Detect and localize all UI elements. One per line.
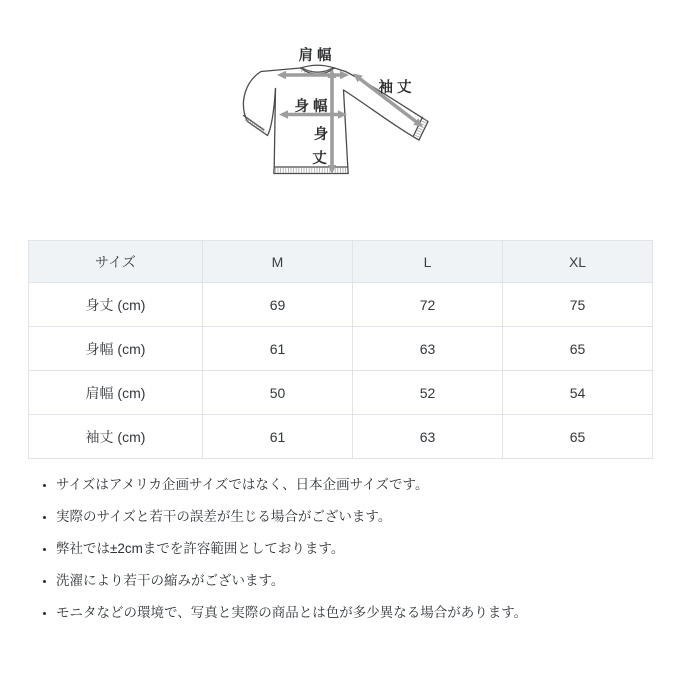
measurement-value-cell: 65 [503, 415, 653, 459]
note-item: • 実際のサイズと若干の誤差が生じる場合がございます。 [56, 508, 650, 526]
table-row-sleeve-length [29, 415, 653, 459]
measurement-value-cell: 72 [353, 283, 503, 327]
measurement-value-cell: 50 [203, 371, 353, 415]
table-row-body-width [29, 327, 653, 371]
measurement-value-cell: 75 [503, 283, 653, 327]
size-xl-header: XL [503, 241, 653, 283]
sleeve-length-label: 袖丈 [378, 80, 416, 96]
garment-measurement-diagram [222, 33, 472, 198]
note-item: • 洗濯により若干の縮みがございます。 [56, 572, 650, 590]
body-length-arrow [328, 69, 337, 174]
measurement-value-cell: 63 [353, 415, 503, 459]
measurement-label-cell: 身幅 (cm) [29, 327, 203, 371]
note-item: • 弊社では±2cmまでを許容範囲としております。 [56, 540, 650, 558]
size-m-header: M [203, 241, 353, 283]
size-notes-list [38, 476, 650, 622]
measurement-value-cell: 69 [203, 283, 353, 327]
note-item: • サイズはアメリカ企画サイズではなく、日本企画サイズです。 [56, 476, 650, 494]
body-length-label-char1: 身 [313, 127, 329, 143]
measurement-label-cell: 袖丈 (cm) [29, 415, 203, 459]
note-item: • モニタなどの環境で、写真と実際の商品とは色が多少異なる場合があります。 [56, 604, 650, 622]
table-row-shoulder-width [29, 371, 653, 415]
measurement-value-cell: 61 [203, 415, 353, 459]
measurement-value-cell: 54 [503, 371, 653, 415]
measurement-value-cell: 61 [203, 327, 353, 371]
body-width-label: 身幅 [294, 99, 332, 115]
body-length-label-char2: 丈 [312, 151, 327, 167]
measurement-label-cell: 身丈 (cm) [29, 283, 203, 327]
size-table-header-row [29, 241, 653, 283]
size-notes-section [38, 476, 650, 636]
measurement-label-cell: 肩幅 (cm) [29, 371, 203, 415]
size-l-header: L [353, 241, 503, 283]
shirt-diagram-svg [222, 33, 472, 198]
measurement-value-cell: 63 [353, 327, 503, 371]
measurement-value-cell: 52 [353, 371, 503, 415]
table-row-body-length [29, 283, 653, 327]
size-table [28, 240, 653, 459]
shoulder-width-label: 肩幅 [298, 48, 336, 64]
measurement-value-cell: 65 [503, 327, 653, 371]
size-column-header: サイズ [29, 241, 203, 283]
